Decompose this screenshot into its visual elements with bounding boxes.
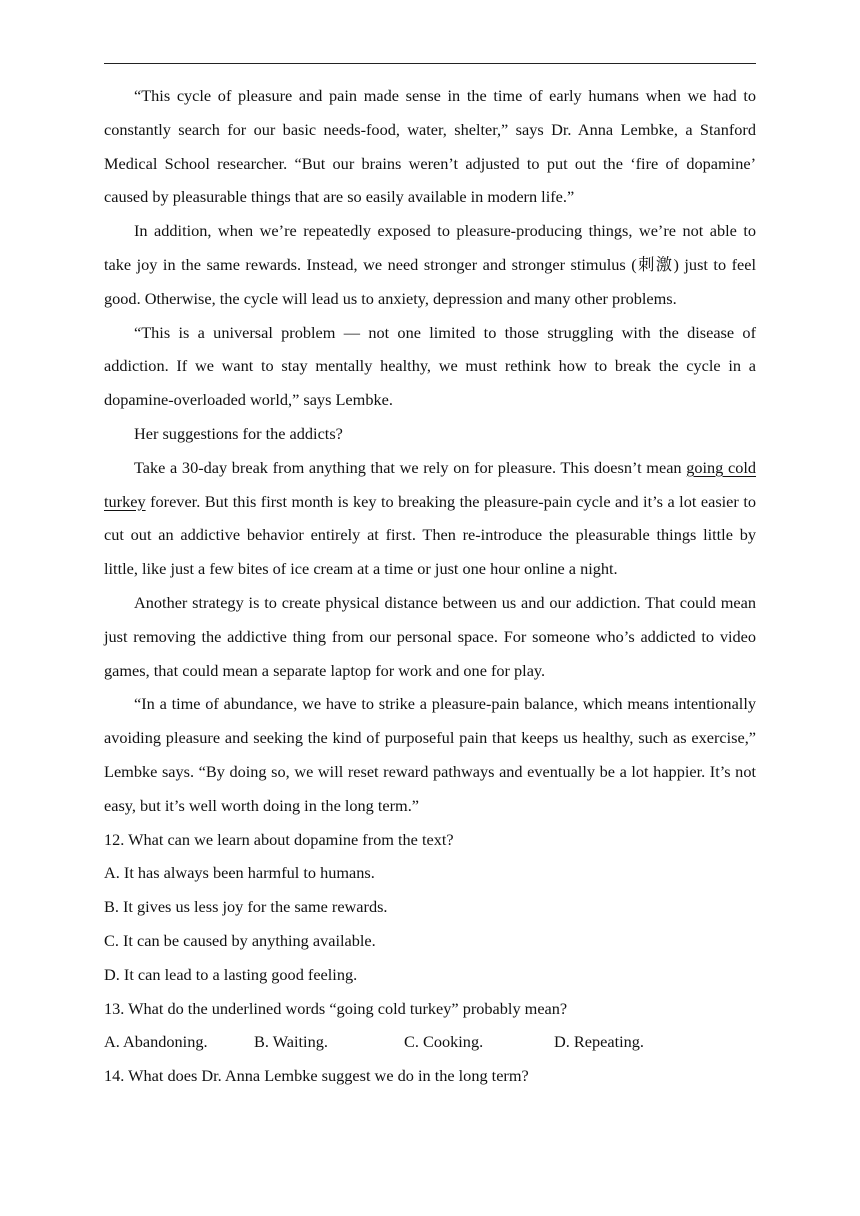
question-13-options [104,1025,756,1059]
header-rule [104,63,756,64]
question-14-stem: 14. What does Dr. Anna Lembke suggest we do in the long term? [104,1066,529,1086]
question-13-option-d: D. Repeating. [554,1032,644,1052]
question-12 [104,823,756,992]
paragraph-5-text-end: forever. But this first month is key to breaking the pleasure-pain cycle and it’s a lot easier to cut out an addictive behavior entirely at first. Then re-introduce the pleasurable things little by little, like just a few bites of ice cream at a time or just one hour online a night. [104,491,756,579]
question-13 [104,992,756,1060]
passage-paragraph-1: “This cycle of pleasure and pain made sense in the time of early humans when we had to constantly search for our basic needs-food, water, shelter,” says Dr. Anna Lembke, a Stanford Medical School researcher. “But our brains weren’t adjusted to put out the ‘fire of dopamine’ caused by pleasurable things that are so easily available in modern life.” [104,86,756,207]
question-13-option-b: B. Waiting. [254,1032,328,1052]
document-body [104,79,756,1093]
question-12-option-d: D. It can lead to a lasting good feeling. [104,964,358,984]
question-12-option-a: A. It has always been harmful to humans. [104,863,375,883]
passage-paragraph-6: Another strategy is to create physical distance between us and our addiction. That could mean just removing the addictive thing from our personal space. For someone who’s addicted to video games, that could mean a separate laptop for work and one for play. [104,592,756,680]
passage-paragraph-3: “This is a universal problem — not one limited to those struggling with the disease of addiction. If we want to stay mentally healthy, we must rethink how to break the cycle in a dopamine-overloaded world,” says Lembke. [104,322,756,410]
passage-paragraph-7: “In a time of abundance, we have to strike a pleasure-pain balance, which means intentionally avoiding pleasure and seeking the kind of purposeful pain that keeps us healthy, such as exercise,” Lembke says. “By doing so, we will reset reward pathways and eventually be a lot happier. It’s not easy, but it’s well worth doing in the long term.” [104,694,756,815]
passage-paragraph-2: In addition, when we’re repeatedly exposed to pleasure-producing things, we’re not able to take joy in the same rewards. Instead, we need stronger and stronger stimulus (刺激) just to feel good. Otherwise, the cycle will lead us to anxiety, depression and many other problems. [104,221,756,308]
question-14 [104,1059,756,1093]
passage-paragraph-5 [104,451,756,586]
underlined-phrase: going cold turkey [104,457,757,511]
question-12-option-b: B. It gives us less joy for the same rewards. [104,897,388,917]
question-12-stem: 12. What can we learn about dopamine from the text? [104,829,454,849]
question-13-stem: 13. What do the underlined words “going cold turkey” probably mean? [104,998,568,1018]
question-13-option-a: A. Abandoning. [104,1032,208,1052]
passage-paragraph-4: Her suggestions for the addicts? [134,423,343,443]
question-13-option-c: C. Cooking. [404,1032,484,1052]
paragraph-5-text-start: Take a 30-day break from anything that we rely on for pleasure. This doesn’t mean [134,457,687,477]
question-12-option-c: C. It can be caused by anything available. [104,930,376,950]
